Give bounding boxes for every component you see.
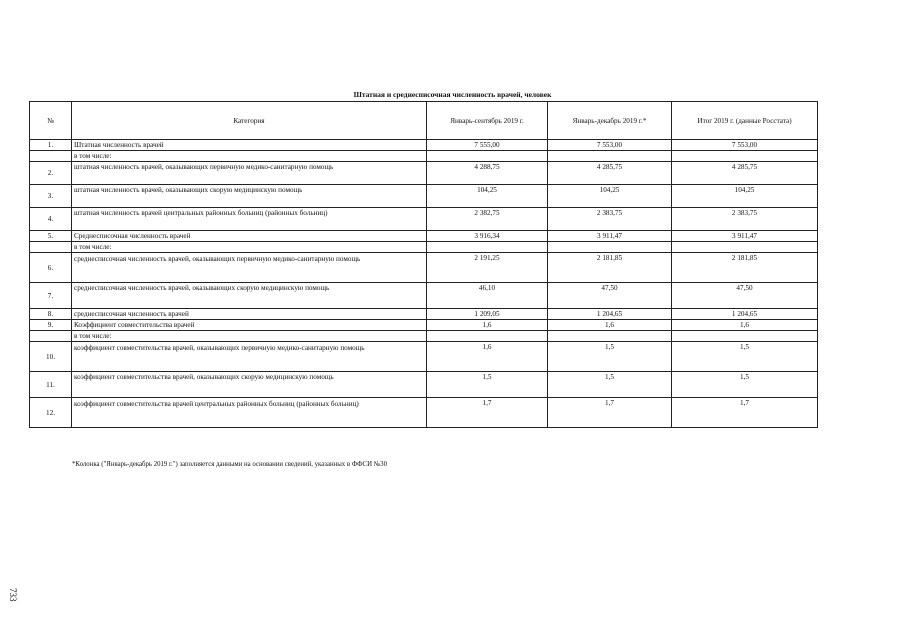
row-total: 1,7 xyxy=(672,398,818,428)
row-category: Среднесписочная численность врачей xyxy=(72,231,427,242)
row-category: коэффициент совместительства врачей центральных районных больниц (районных больниц) xyxy=(72,398,427,428)
row-jan-sep xyxy=(427,331,548,342)
table-row xyxy=(30,253,818,283)
row-total: 4 285,75 xyxy=(672,162,818,185)
row-jan-dec xyxy=(548,242,672,253)
row-no xyxy=(30,331,72,342)
staff-table xyxy=(29,101,818,428)
table-title: Штатная и среднесписочная численность врачей, человек xyxy=(353,90,552,99)
table-row xyxy=(30,185,818,208)
table-row xyxy=(30,242,818,253)
row-jan-sep: 1 209,05 xyxy=(427,309,548,320)
row-jan-sep: 2 382,75 xyxy=(427,208,548,231)
row-jan-sep: 1,7 xyxy=(427,398,548,428)
table-row xyxy=(30,309,818,320)
row-category: штатная численность врачей, оказывающих первичную медико-санитарную помощь xyxy=(72,162,427,185)
row-no: 3. xyxy=(30,185,72,208)
table-row xyxy=(30,151,818,162)
table-row xyxy=(30,342,818,372)
row-jan-dec: 1,7 xyxy=(548,398,672,428)
row-no: 12. xyxy=(30,398,72,428)
row-jan-sep: 1,5 xyxy=(427,372,548,398)
row-category: среднесписочная численность врачей, оказывающих первичную медико-санитарную помощь xyxy=(72,253,427,283)
table-row xyxy=(30,398,818,428)
row-total: 1,5 xyxy=(672,342,818,372)
row-jan-dec: 104,25 xyxy=(548,185,672,208)
row-total: 1,5 xyxy=(672,372,818,398)
row-category: коэффициент совместительства врачей, оказывающих скорую медицинскую помощь xyxy=(72,372,427,398)
row-jan-sep: 7 555,00 xyxy=(427,140,548,151)
row-total: 7 553,00 xyxy=(672,140,818,151)
table-row xyxy=(30,283,818,309)
row-jan-sep: 4 288,75 xyxy=(427,162,548,185)
table-row xyxy=(30,320,818,331)
row-total: 3 911,47 xyxy=(672,231,818,242)
row-no: 1. xyxy=(30,140,72,151)
row-category: Штатная численность врачей xyxy=(72,140,427,151)
row-category: штатная численность врачей центральных районных больниц (районных больниц) xyxy=(72,208,427,231)
row-category: в том числе: xyxy=(72,331,427,342)
row-jan-dec xyxy=(548,331,672,342)
row-total xyxy=(672,242,818,253)
row-jan-sep: 46,10 xyxy=(427,283,548,309)
row-no: 2. xyxy=(30,162,72,185)
row-category: среднесписочная численность врачей, оказывающих скорую медицинскую помощь xyxy=(72,283,427,309)
row-category: Коэффициент совместительства врачей xyxy=(72,320,427,331)
row-jan-sep: 104,25 xyxy=(427,185,548,208)
row-total: 2 383,75 xyxy=(672,208,818,231)
table-row xyxy=(30,231,818,242)
row-jan-dec: 4 285,75 xyxy=(548,162,672,185)
row-total: 1,6 xyxy=(672,320,818,331)
row-no: 4. xyxy=(30,208,72,231)
row-jan-sep xyxy=(427,242,548,253)
header-jan-dec: Январь-декабрь 2019 г.* xyxy=(548,102,672,140)
row-no: 9. xyxy=(30,320,72,331)
table-header-row xyxy=(30,102,818,140)
row-no: 11. xyxy=(30,372,72,398)
footnote: *Колонка ("Январь-декабрь 2019 г.") заполняется данными на основании сведений, указанных в ФФСИ №30 xyxy=(72,461,387,468)
row-total xyxy=(672,331,818,342)
row-category: в том числе: xyxy=(72,242,427,253)
row-jan-dec: 3 911,47 xyxy=(548,231,672,242)
row-jan-dec: 2 181,85 xyxy=(548,253,672,283)
table-row xyxy=(30,331,818,342)
row-jan-dec xyxy=(548,151,672,162)
row-no: 10. xyxy=(30,342,72,372)
row-category: в том числе: xyxy=(72,151,427,162)
row-category: штатная численность врачей, оказывающих скорую медицинскую помощь xyxy=(72,185,427,208)
row-total: 104,25 xyxy=(672,185,818,208)
header-category: Категория xyxy=(72,102,427,140)
header-no: № xyxy=(30,102,72,140)
row-no: 6. xyxy=(30,253,72,283)
row-jan-dec: 47,50 xyxy=(548,283,672,309)
row-jan-dec: 1,6 xyxy=(548,320,672,331)
row-no xyxy=(30,151,72,162)
row-category: среднесписочная численность врачей xyxy=(72,309,427,320)
page-number: 733 xyxy=(8,588,18,602)
table-row xyxy=(30,140,818,151)
row-category: коэффициент совместительства врачей, оказывающих первичную медико-санитарную помощь xyxy=(72,342,427,372)
header-total: Итог 2019 г. (данные Росстата) xyxy=(672,102,818,140)
row-jan-sep: 1,6 xyxy=(427,320,548,331)
row-total: 47,50 xyxy=(672,283,818,309)
row-total: 2 181,85 xyxy=(672,253,818,283)
row-no: 8. xyxy=(30,309,72,320)
header-jan-sep: Январь-сентябрь 2019 г. xyxy=(427,102,548,140)
row-jan-dec: 7 553,00 xyxy=(548,140,672,151)
row-jan-sep: 1,6 xyxy=(427,342,548,372)
table-row xyxy=(30,372,818,398)
row-no xyxy=(30,242,72,253)
row-jan-dec: 1 204,65 xyxy=(548,309,672,320)
row-total xyxy=(672,151,818,162)
row-jan-sep: 2 191,25 xyxy=(427,253,548,283)
row-no: 5. xyxy=(30,231,72,242)
row-jan-dec: 1,5 xyxy=(548,342,672,372)
row-total: 1 204,65 xyxy=(672,309,818,320)
table-row xyxy=(30,208,818,231)
row-jan-sep xyxy=(427,151,548,162)
row-no: 7. xyxy=(30,283,72,309)
table-row xyxy=(30,162,818,185)
row-jan-dec: 2 383,75 xyxy=(548,208,672,231)
row-jan-sep: 3 916,34 xyxy=(427,231,548,242)
row-jan-dec: 1,5 xyxy=(548,372,672,398)
